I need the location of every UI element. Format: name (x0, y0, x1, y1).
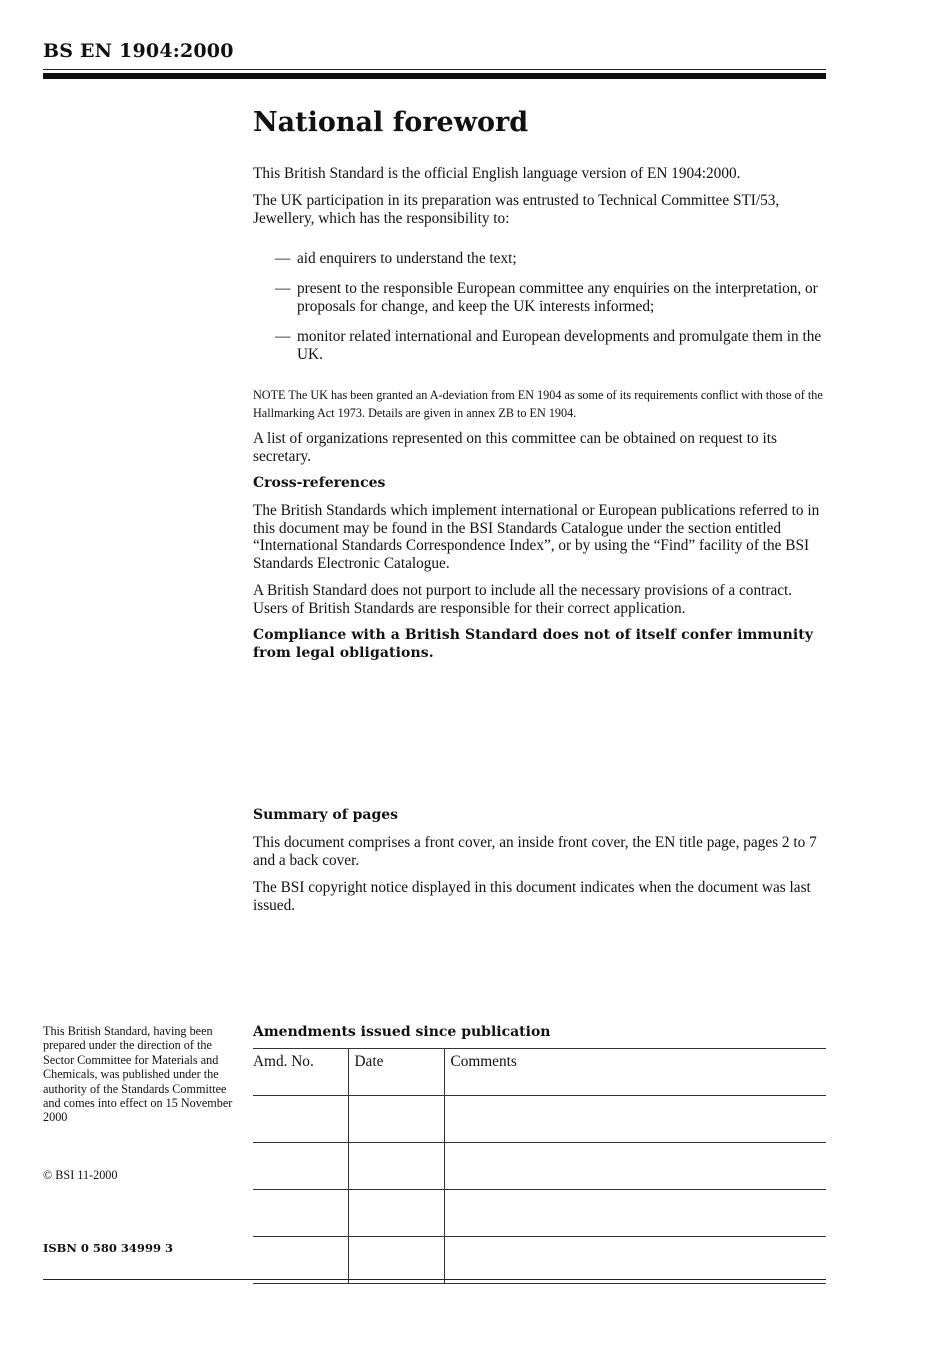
header-rule-thin (43, 69, 826, 70)
dash-bullet: — (275, 328, 291, 345)
table-cell (253, 1237, 348, 1284)
amendments-title: Amendments issued since publication (253, 1024, 551, 1040)
table-cell (444, 1237, 826, 1284)
compliance-statement: Compliance with a British Standard does not of itself confer immunity from legal obligations. (253, 627, 814, 661)
sidebar-isbn: ISBN 0 580 34999 3 (43, 1241, 173, 1255)
page-title: National foreword (253, 107, 529, 138)
table-cell (444, 1143, 826, 1190)
summary-heading: Summary of pages (253, 807, 399, 823)
amendments-table (253, 1048, 826, 1284)
table-row (253, 1143, 826, 1190)
responsibility-text: present to the responsible European committee any enquiries on the interpretation, or proposals for change, and keep the UK interests informed; (297, 280, 818, 315)
summary-paragraph-1: This document comprises a front cover, an inside front cover, the EN title page, pages 2 to 7 and a back cover. (253, 834, 817, 869)
table-cell (444, 1190, 826, 1237)
table-cell (348, 1190, 444, 1237)
summary-paragraph-2: The BSI copyright notice displayed in this document indicates when the document was last issued. (253, 879, 811, 914)
responsibility-text: aid enquirers to understand the text; (297, 250, 517, 267)
responsibility-item (275, 328, 825, 363)
cross-references-heading: Cross-references (253, 475, 386, 491)
intro-paragraph-1: This British Standard is the official English language version of EN 1904:2000. (253, 165, 741, 182)
header-code: BS EN 1904:2000 (43, 40, 234, 62)
table-cell (253, 1143, 348, 1190)
sidebar-prepared-text: This British Standard, having been prepared under the direction of the Sector Committee for Materials and Chemicals, was published under the authority of the Standards Committee and comes into effect on 15 November 2000 (43, 1024, 233, 1125)
footer-rule (43, 1279, 826, 1280)
deviation-note: NOTE The UK has been granted an A-deviation from EN 1904 as some of its requirements conflict with those of the Hallmarking Act 1973. Details are given in annex ZB to EN 1904. (253, 388, 823, 420)
intro-paragraph-2: The UK participation in its preparation was entrusted to Technical Committee STI/53, Jewellery, which has the responsibility to: (253, 192, 780, 227)
table-cell (348, 1096, 444, 1143)
table-cell (348, 1237, 444, 1284)
table-row (253, 1096, 826, 1143)
column-header-comments: Comments (444, 1049, 826, 1096)
column-header-amd-no: Amd. No. (253, 1049, 348, 1096)
table-cell (348, 1143, 444, 1190)
table-cell (444, 1096, 826, 1143)
table-cell (253, 1190, 348, 1237)
header-rule-thick (43, 73, 826, 79)
committee-list-paragraph: A list of organizations represented on this committee can be obtained on request to its secretary. (253, 430, 777, 465)
dash-bullet: — (275, 280, 291, 297)
column-header-date: Date (348, 1049, 444, 1096)
table-cell (253, 1096, 348, 1143)
table-row (253, 1237, 826, 1284)
cross-references-paragraph-1: The British Standards which implement international or European publications referred to in this document may be found in the BSI Standards Catalogue under the section entitled “International Standards Correspondence Index”, or by using the “Find” facility of the BSI Standards Electronic Catalogue. (253, 502, 820, 572)
responsibility-text: monitor related international and European developments and promulgate them in the UK. (297, 328, 822, 363)
cross-references-paragraph-2: A British Standard does not purport to include all the necessary provisions of a contract. Users of British Standards are responsible for their correct application. (253, 582, 793, 617)
responsibility-item (275, 250, 825, 268)
table-header-row (253, 1049, 826, 1096)
sidebar-copyright: © BSI 11-2000 (43, 1168, 118, 1182)
dash-bullet: — (275, 250, 291, 267)
responsibility-item (275, 280, 825, 315)
table-row (253, 1190, 826, 1237)
